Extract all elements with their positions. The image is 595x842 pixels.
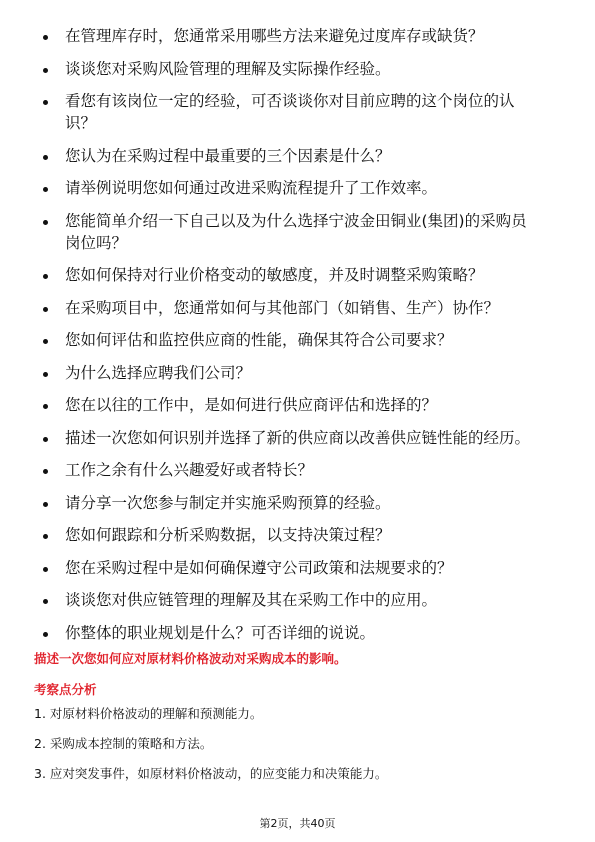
question-text: 为什么选择应聘我们公司？	[65, 363, 252, 382]
list-item	[40, 25, 540, 47]
question-text: 您认为在采购过程中最重要的三个因素是什么？	[65, 146, 391, 165]
question-text: 谈谈您对采购风险管理的理解及实际操作经验。	[65, 59, 391, 78]
question-text: 工作之余有什么兴趣爱好或者特长？	[65, 461, 314, 479]
analysis-heading: 考察点分析	[34, 682, 97, 697]
analysis-point: 2. 采购成本控制的策略和方法。	[34, 736, 213, 751]
list-item	[40, 589, 540, 611]
list-item	[40, 492, 540, 514]
analysis-point: 1. 对原材料价格波动的理解和预测能力。	[34, 706, 263, 721]
question-text: 在采购项目中，您通常如何与其他部门（如销售、生产）协作？	[65, 298, 500, 317]
question-text: 您在采购过程中是如何确保遵守公司政策和法规要求的？	[65, 558, 453, 577]
list-item	[40, 90, 540, 134]
analysis-point: 3. 应对突发事件，如原材料价格波动，的应变能力和决策能力。	[34, 766, 388, 781]
bullet-icon	[43, 567, 48, 572]
bullet-icon	[43, 274, 48, 279]
question-text: 请举例说明您如何通过改进采购流程提升了工作效率。	[65, 179, 438, 197]
list-item	[40, 524, 540, 546]
list-item	[40, 329, 540, 351]
bullet-icon	[43, 307, 48, 312]
highlight-question: 描述一次您如何应对原材料价格波动对采购成本的影响。	[34, 651, 347, 666]
list-item	[40, 557, 540, 579]
question-text: 你整体的职业规划是什么？可否详细的说说。	[65, 623, 376, 642]
list-item	[40, 394, 540, 416]
list-item	[40, 177, 540, 199]
bullet-icon	[43, 220, 48, 225]
bullet-icon	[43, 632, 48, 637]
question-text: 您如何保持对行业价格变动的敏感度，并及时调整采购策略？	[65, 266, 484, 284]
question-text: 您在以往的工作中，是如何进行供应商评估和选择的？	[65, 396, 438, 414]
question-text: 您如何跟踪和分析采购数据，以支持决策过程？	[65, 526, 391, 544]
list-item	[40, 145, 540, 167]
bullet-icon	[43, 502, 48, 507]
list-item	[40, 459, 540, 481]
bullet-icon	[43, 534, 48, 539]
bullet-icon	[43, 404, 48, 409]
bullet-icon	[43, 372, 48, 377]
bullet-icon	[43, 187, 48, 192]
question-text: 在管理库存时，您通常采用哪些方法来避免过度库存或缺货？	[65, 27, 484, 45]
question-text: 您如何评估和监控供应商的性能，确保其符合公司要求？	[65, 331, 453, 349]
page-footer: 第2页，共40页	[259, 817, 336, 830]
list-item	[40, 58, 540, 80]
question-text: 看您有该岗位一定的经验，可否谈谈你对目前应聘的这个岗位的认识？	[65, 92, 515, 132]
question-text: 您能简单介绍一下自己以及为什么选择宁波金田铜业(集团)的采购员岗位吗？	[65, 211, 527, 252]
question-text: 请分享一次您参与制定并实施采购预算的经验。	[65, 493, 391, 512]
bullet-icon	[43, 100, 48, 105]
list-item	[40, 297, 540, 319]
list-item	[40, 264, 540, 286]
list-item	[40, 210, 540, 254]
question-text: 描述一次您如何识别并选择了新的供应商以改善供应链性能的经历。	[65, 428, 531, 447]
question-text: 谈谈您对供应链管理的理解及其在采购工作中的应用。	[65, 591, 438, 609]
bullet-icon	[43, 599, 48, 604]
analysis-points	[34, 706, 554, 796]
bullet-icon	[43, 469, 48, 474]
bullet-icon	[43, 155, 48, 160]
question-list	[40, 25, 540, 654]
bullet-icon	[43, 35, 48, 40]
bullet-icon	[43, 68, 48, 73]
list-item	[40, 427, 540, 449]
bullet-icon	[43, 339, 48, 344]
bullet-icon	[43, 437, 48, 442]
list-item	[40, 622, 540, 644]
list-item	[40, 362, 540, 384]
